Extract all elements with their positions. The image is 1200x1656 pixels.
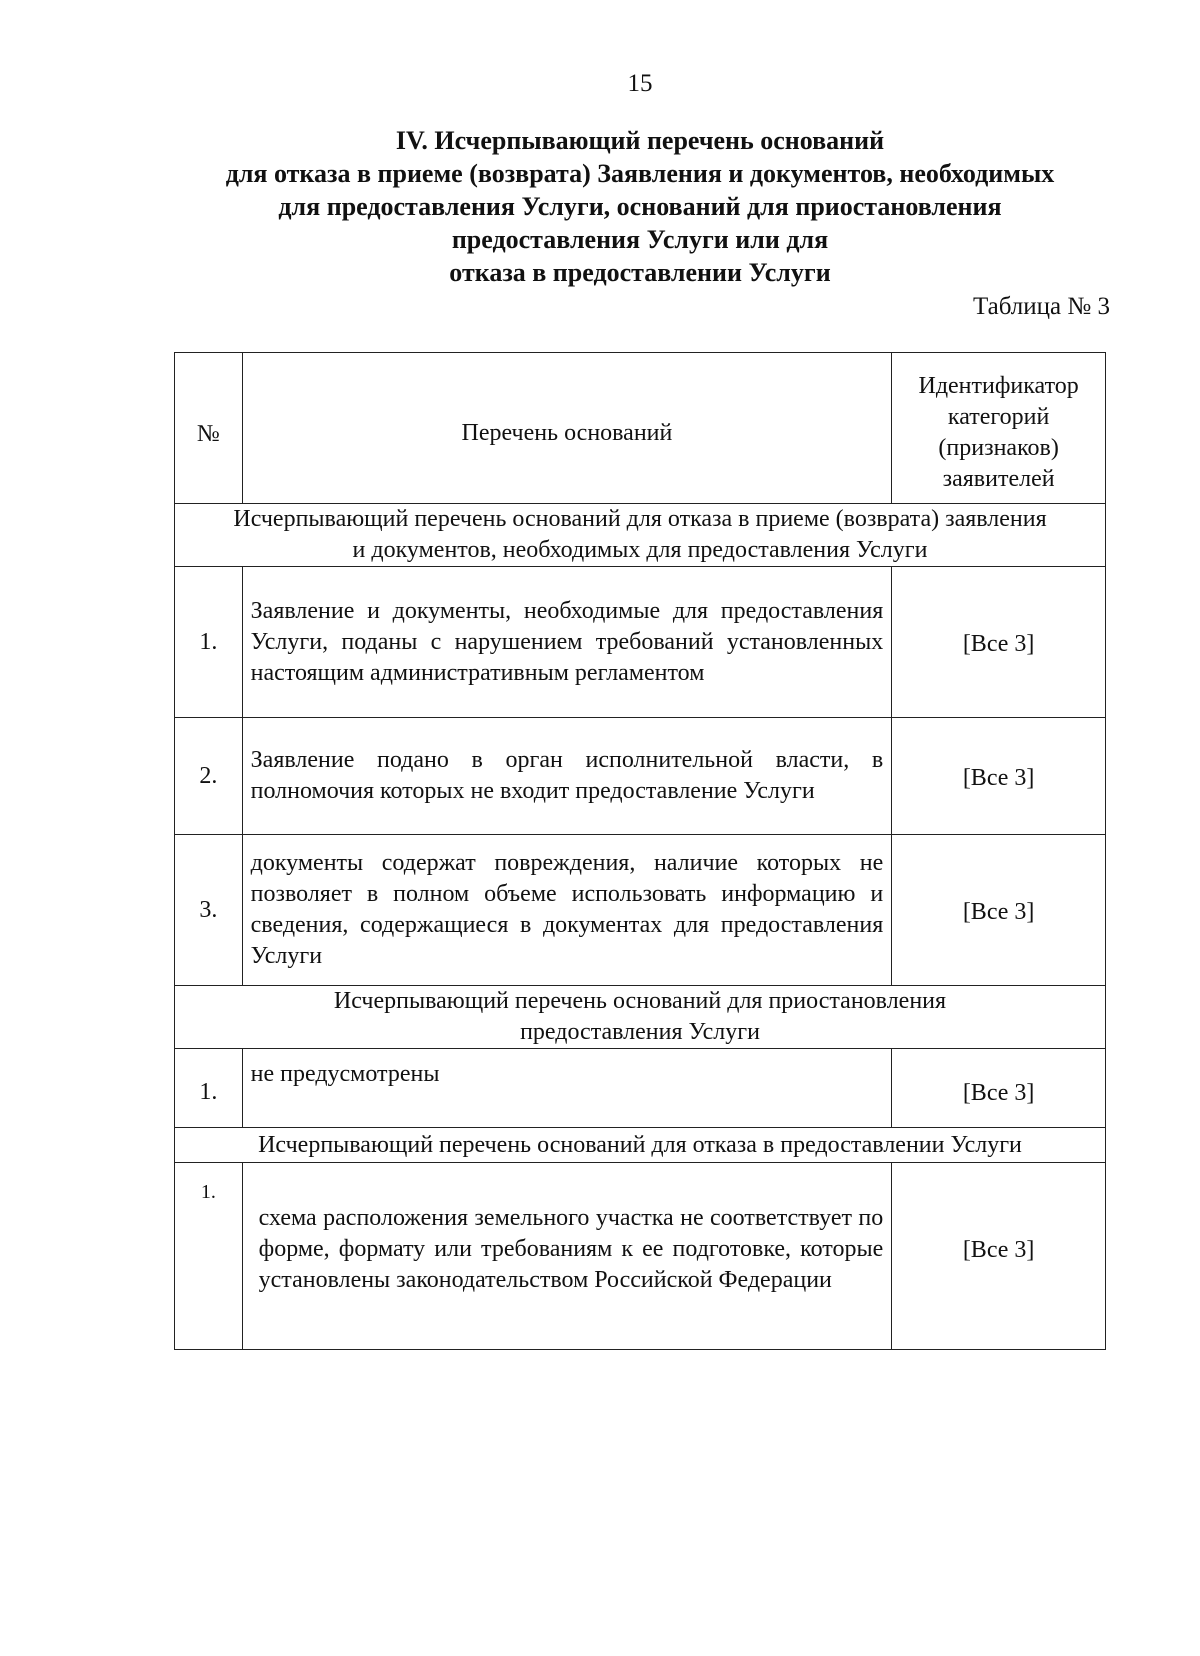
row-identifier <box>892 1049 1106 1128</box>
row-text-cell <box>242 1049 892 1128</box>
row-text: не предусмотрены <box>250 1061 440 1087</box>
row-num: 2. <box>175 718 243 835</box>
row-num: 1. <box>175 1163 243 1350</box>
row-text: Заявление и документы, необходимые для предоставления Услуги, поданы с нарушением требований установленных настоящим административным регламентом <box>250 597 884 686</box>
row-identifier-value: [Все 3] <box>962 630 1035 657</box>
row-text: документы содержат повреждения, наличие которых не позволяет в полном объеме использовать информацию и сведения, содержащиеся в документах для предоставления Услуги <box>250 850 884 969</box>
row-num: 3. <box>175 835 243 986</box>
section-row <box>175 504 1106 567</box>
row-num: 1. <box>175 567 243 718</box>
row-text-cell <box>242 718 892 835</box>
header-num: № <box>196 420 220 447</box>
page-number: 15 <box>627 70 653 97</box>
heading-line: для предоставления Услуги, оснований для приостановления <box>278 192 1002 221</box>
row-text: Заявление подано в орган исполнительной власти, в полномочия которых не входит предоставление Услуги <box>250 747 884 804</box>
row-identifier-value: [Все 3] <box>962 1079 1035 1106</box>
table-label: Таблица № 3 <box>972 293 1110 320</box>
row-num: 1. <box>175 1049 243 1128</box>
table-row <box>175 1049 1106 1128</box>
row-identifier <box>892 567 1106 718</box>
row-identifier <box>892 718 1106 835</box>
table-header-row <box>175 353 1106 504</box>
section-row <box>175 986 1106 1049</box>
row-identifier <box>892 1163 1106 1350</box>
heading-line: для отказа в приеме (возврата) Заявления и документов, необходимых <box>225 159 1055 188</box>
row-identifier <box>892 835 1106 986</box>
table-row <box>175 567 1106 718</box>
row-text: схема расположения земельного участка не соответствует по форме, формату или требованиям к ее подготовке, которые установлены законодательством Российской Федерации <box>258 1204 884 1293</box>
row-text-cell <box>242 1163 892 1350</box>
row-identifier-value: [Все 3] <box>962 764 1035 791</box>
header-identifier-cell <box>892 353 1106 504</box>
row-identifier-value: [Все 3] <box>962 1236 1035 1263</box>
header-reasons-cell <box>242 353 892 504</box>
row-identifier-value: [Все 3] <box>962 898 1035 925</box>
header-num-cell <box>175 353 243 504</box>
section-heading <box>150 124 1130 289</box>
row-text-cell <box>242 567 892 718</box>
section-title: Исчерпывающий перечень оснований для приостановления предоставления Услуги <box>175 986 1106 1049</box>
heading-line: IV. Исчерпывающий перечень оснований <box>395 126 885 155</box>
header-reasons: Перечень оснований <box>461 419 673 446</box>
table-row <box>175 835 1106 986</box>
section-title: Исчерпывающий перечень оснований для отказа в предоставлении Услуги <box>175 1128 1106 1163</box>
heading-line: предоставления Услуги или для <box>451 225 829 254</box>
heading-line: отказа в предоставлении Услуги <box>449 258 831 287</box>
table-row <box>175 1163 1106 1350</box>
section-title: Исчерпывающий перечень оснований для отказа в приеме (возврата) заявления и документов, необходимых для предоставления Услуги <box>175 504 1106 567</box>
row-text-cell <box>242 835 892 986</box>
table-row <box>175 718 1106 835</box>
grounds-table <box>174 352 1106 1350</box>
section-row <box>175 1128 1106 1163</box>
header-identifier: Идентификатор категорий (признаков) заявителей <box>918 373 1079 492</box>
